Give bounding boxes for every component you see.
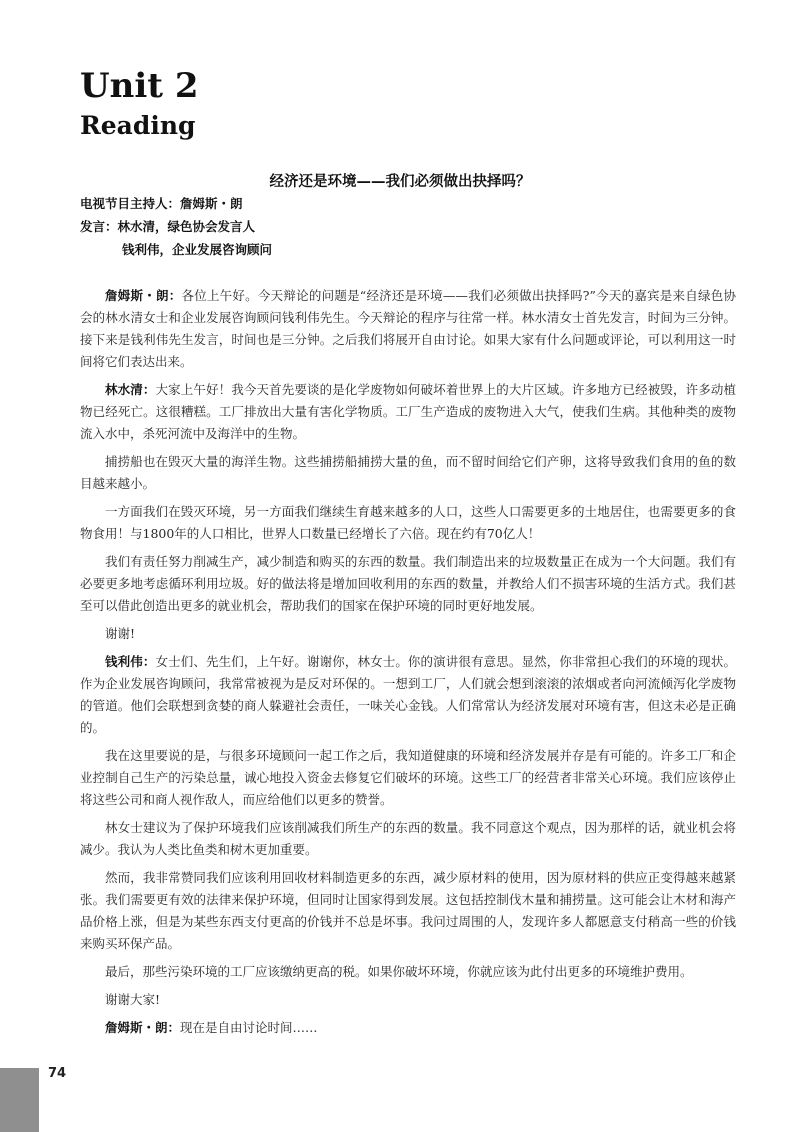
paragraph [80,285,736,373]
paragraph-text: 我在这里要说的是，与很多环境顾问一起工作之后，我知道健康的环境和经济发展并存是有可能的。许多工厂和企业控制自己生产的污染总量，诚心地投入资金去修复它们破坏的环境。这些工厂的经营者非常关心环境。我们应该停止将这些公司和商人视作敌人，而应给他们以更多的赞誉。 [80,748,736,807]
paragraph-text: 林女士建议为了保护环境我们应该削减我们所生产的东西的数量。我不同意这个观点，因为那样的话，就业机会将减少。我认为人类比鱼类和树木更加重要。 [80,820,736,857]
paragraph-text: 大家上午好！我今天首先要谈的是化学废物如何破坏着世界上的大片区域。许多地方已经被毁，许多动植物已经死亡。这很糟糕。工厂排放出大量有害化学物质。工厂生产造成的废物进入大气，使我们生病。其他种类的废物流入水中，杀死河流中及海洋中的生物。 [80,382,736,441]
paragraph [80,651,736,739]
speaker-name: 詹姆斯・朗： [105,288,182,303]
paragraph [80,961,736,983]
speaker-name: 詹姆斯・朗： [105,1020,181,1035]
paragraph [80,623,736,645]
article-meta [80,192,720,261]
paragraph-text: 一方面我们在毁灭环境，另一方面我们继续生育越来越多的人口，这些人口需要更多的土地居住，也需要更多的食物食用！与1800年的人口相比，世界人口数量已经增长了六倍。现在约有70亿人！ [80,504,736,541]
paragraph-text: 捕捞船也在毁灭大量的海洋生物。这些捕捞船捕捞大量的鱼，而不留时间给它们产卵，这将导致我们食用的鱼的数目越来越小。 [80,454,736,491]
paragraph-text: 现在是自由讨论时间…… [180,1020,318,1035]
paragraph [80,745,736,811]
footer-bar [0,1068,39,1132]
article-body [80,285,736,1045]
paragraph-text: 谢谢大家! [105,992,161,1007]
paragraph [80,867,736,955]
unit-title: Unit 2 [80,66,199,106]
paragraph-text: 最后，那些污染环境的工厂应该缴纳更高的税。如果你破坏环境，你就应该为此付出更多的环境维护费用。 [105,964,693,979]
paragraph [80,379,736,445]
paragraph [80,817,736,861]
paragraph-text: 各位上午好。今天辩论的问题是“经济还是环境——我们必须做出抉择吗?”今天的嘉宾是来自绿色协会的林水清女士和企业发展咨询顾问钱利伟先生。今天辩论的程序与往常一样。林水清女士首先发言，时间为三分钟。接下来是钱利伟先生发言，时间也是三分钟。之后我们将展开自由讨论。如果大家有什么问题或评论，可以利用这一时间将它们表达出来。 [80,288,736,369]
paragraph [80,989,736,1011]
paragraph-text: 我们有责任努力削减生产，减少制造和购买的东西的数量。我们制造出来的垃圾数量正在成为一个大问题。我们有必要更多地考虑循环利用垃圾。好的做法将是增加回收利用的东西的数量，并教给人们不损害环境的生活方式。我们甚至可以借此创造出更多的就业机会，帮助我们的国家在保护环境的同时更好地发展。 [80,554,736,613]
host-line: 电视节目主持人：詹姆斯・朗 [80,196,243,211]
speakers-line-1: 发言：林水清，绿色协会发言人 [80,219,256,234]
speaker-name: 林水清： [105,382,156,397]
paragraph [80,451,736,495]
paragraph-text: 女士们、先生们，上午好。谢谢你，林女士。你的演讲很有意思。显然，你非常担心我们的环境的现状。作为企业发展咨询顾问，我常常被视为是反对环保的。一想到工厂，人们就会想到滚滚的浓烟或者向河流倾泻化学废物的管道。他们会联想到贪婪的商人躲避社会责任，一味关心金钱。人们常常认为经济发展对环境有害，但这未必是正确的。 [80,654,736,735]
paragraph-text: 然而，我非常赞同我们应该利用回收材料制造更多的东西，减少原材料的使用，因为原材料的供应正变得越来越紧张。我们需要更有效的法律来保护环境，但同时让国家得到发展。这包括控制伐木量和捕捞量。这可能会让木材和海产品价格上涨，但是为某些东西支付更高的价钱并不总是坏事。我问过周围的人，发现许多人都愿意支付稍高一些的价钱来购买环保产品。 [80,870,736,951]
speakers-line-2: 钱利伟，企业发展咨询顾问 [122,242,273,257]
article-title: 经济还是环境——我们必须做出抉择吗？ [269,174,531,190]
paragraph [80,1017,736,1039]
paragraph [80,551,736,617]
speaker-name: 钱利伟： [105,654,156,669]
paragraph [80,501,736,545]
page-number: 74 [48,1066,67,1081]
paragraph-text: 谢谢! [105,626,136,641]
section-title: Reading [80,111,196,140]
